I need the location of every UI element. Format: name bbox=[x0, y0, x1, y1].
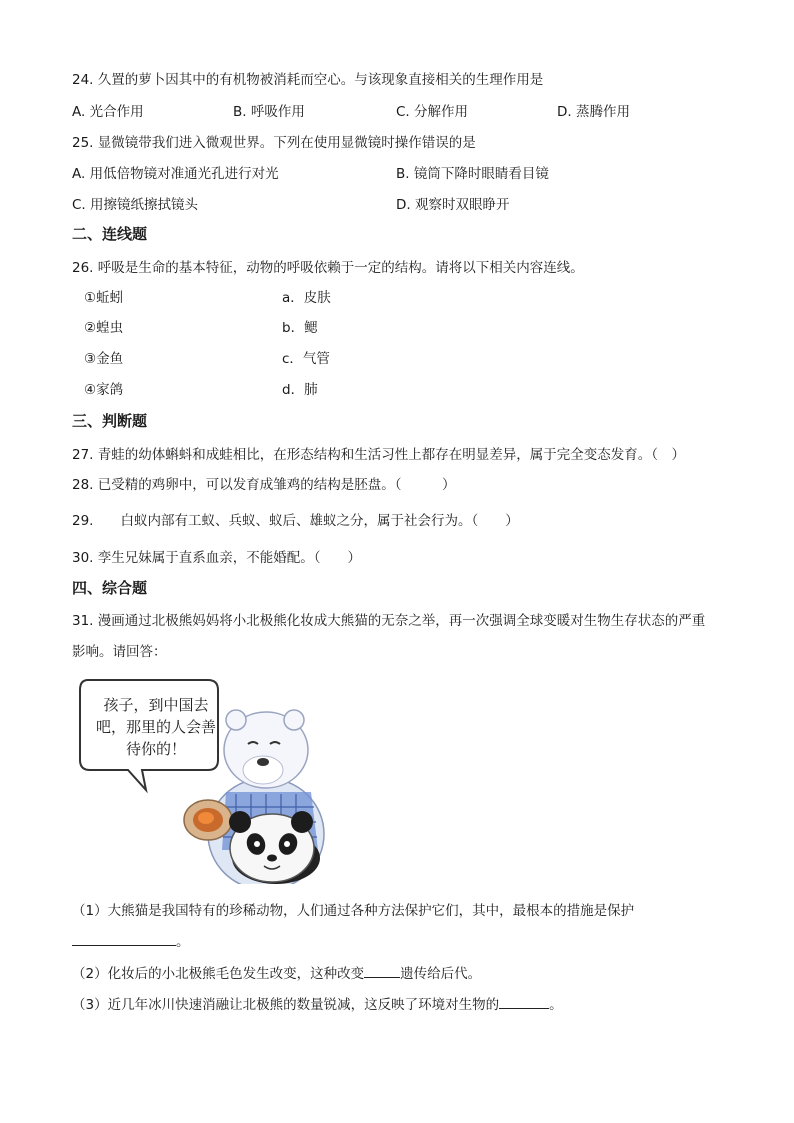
q26-left-item: ①蚯蚓 bbox=[84, 290, 124, 306]
q28-statement: 28. 已受精的鸡卵中，可以发育成雏鸡的结构是胚盘。（ ） bbox=[72, 477, 456, 493]
q24-option-d: D. 蒸腾作用 bbox=[557, 104, 630, 120]
q31-sub1-end: 。 bbox=[176, 934, 190, 950]
answer-blank[interactable] bbox=[499, 994, 549, 1009]
q31-sub3-end: 。 bbox=[549, 997, 563, 1013]
q25-option-d: D. 观察时双眼睁开 bbox=[396, 197, 510, 213]
q31-sub2-end: 遗传给后代。 bbox=[400, 966, 482, 982]
q27-statement: 27. 青蛙的幼体蝌蚪和成蛙相比，在形态结构和生活习性上都存在明显差异，属于完全变态发育。（ ） bbox=[72, 447, 686, 463]
q25-option-a: A. 用低倍物镜对准通光孔进行对光 bbox=[72, 166, 279, 182]
q26-stem: 26. 呼吸是生命的基本特征，动物的呼吸依赖于一定的结构。请将以下相关内容连线。 bbox=[72, 260, 584, 276]
q29-statement: 29. 白蚁内部有工蚁、兵蚁、蚁后、雄蚁之分，属于社会行为。（ ） bbox=[72, 513, 519, 529]
q26-right-item: c．气管 bbox=[282, 351, 330, 367]
q24-option-c: C. 分解作用 bbox=[396, 104, 469, 120]
q31-sub1-text: （1）大熊猫是我国特有的珍稀动物，人们通过各种方法保护它们，其中，最根本的措施是保护 bbox=[72, 903, 635, 919]
q26-right-item: b．鳃 bbox=[282, 320, 318, 336]
q30-statement: 30. 孪生兄妹属于直系血亲，不能婚配。（ ） bbox=[72, 550, 362, 566]
q31-stem-line2: 影响。请回答： bbox=[72, 644, 167, 660]
q31-sub3-text: （3）近几年冰川快速消融让北极熊的数量锐减，这反映了环境对生物的 bbox=[72, 997, 500, 1013]
section-heading-comprehensive: 四、综合题 bbox=[72, 579, 148, 597]
q31-sub2-text: （2）化妆后的小北极熊毛色发生改变，这种改变 bbox=[72, 966, 365, 982]
q25-option-c: C. 用擦镜纸擦拭镜头 bbox=[72, 197, 199, 213]
q26-left-item: ②蝗虫 bbox=[84, 320, 124, 336]
q31-sub3-line bbox=[72, 993, 563, 1013]
section-heading-matching: 二、连线题 bbox=[72, 225, 148, 243]
q31-sub1-answer-line bbox=[72, 930, 190, 950]
panda-cub-icon bbox=[229, 811, 320, 884]
q31-stem-line1: 31. 漫画通过北极熊妈妈将小北极熊化妆成大熊猫的无奈之举，再一次强调全球变暖对生物生存状态的严重 bbox=[72, 613, 706, 629]
q26-right-item: d．肺 bbox=[282, 382, 318, 398]
q25-stem: 25. 显微镜带我们进入微观世界。下列在使用显微镜时操作错误的是 bbox=[72, 135, 476, 151]
q26-right-item: a．皮肤 bbox=[282, 290, 331, 306]
q26-left-item: ③金鱼 bbox=[84, 351, 124, 367]
speech-bubble-text: 孩子，到中国去吧，那里的人会善待你的！ bbox=[96, 696, 217, 758]
q24-option-a: A. 光合作用 bbox=[72, 104, 144, 120]
makeup-plate-icon bbox=[184, 800, 232, 840]
section-heading-judgement: 三、判断题 bbox=[72, 412, 148, 430]
q26-left-item: ④家鸽 bbox=[84, 382, 124, 398]
answer-blank[interactable] bbox=[364, 963, 400, 978]
answer-blank[interactable] bbox=[72, 931, 176, 946]
q24-stem: 24. 久置的萝卜因其中的有机物被消耗而空心。与该现象直接相关的生理作用是 bbox=[72, 72, 544, 88]
q31-sub2-line bbox=[72, 962, 481, 982]
q24-option-b: B. 呼吸作用 bbox=[233, 104, 305, 120]
q25-option-b: B. 镜筒下降时眼睛看目镜 bbox=[396, 166, 549, 182]
